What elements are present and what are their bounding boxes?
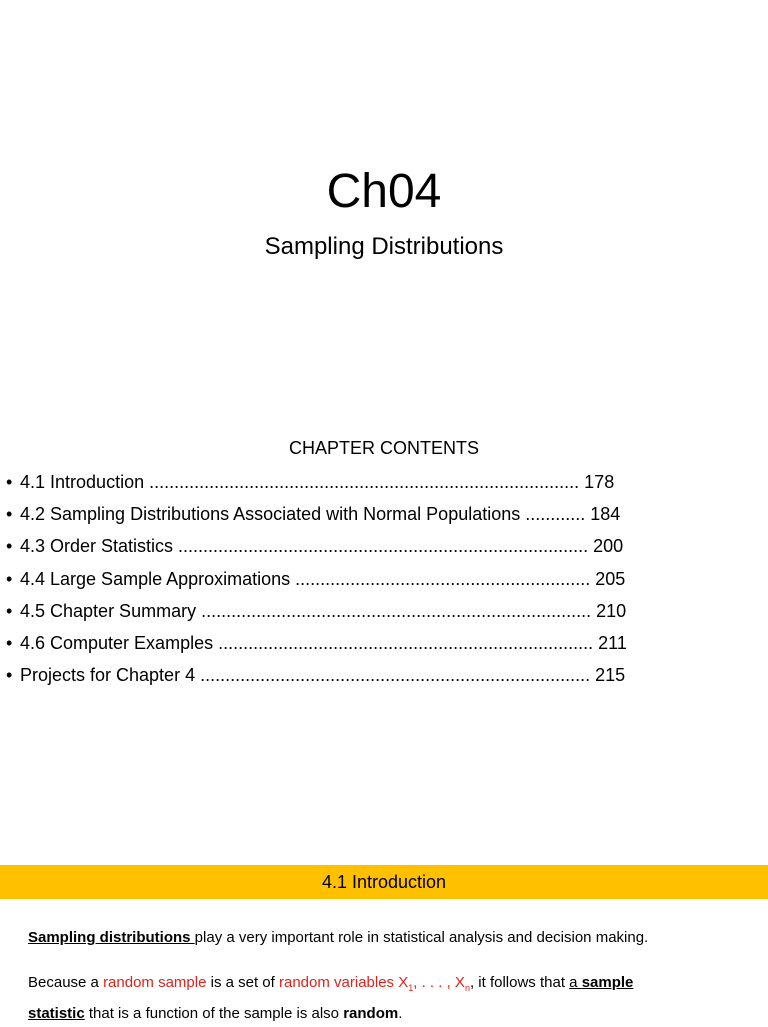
term-sample: sample [581,974,634,991]
bullet-icon: • [6,665,13,686]
section-banner [0,865,768,899]
intro-paragraph-1 [28,925,758,951]
paragraph-text: that is a function of the sample is also [84,1005,344,1022]
bullet-icon: • [6,600,13,621]
intro-paragraph-2 [28,970,758,1027]
toc-item [6,563,627,595]
bullet-icon: • [6,472,13,492]
bullet-icon: • [6,504,13,525]
toc-item-text: 4.6 Computer Examples ........................................................................... 211 [20,632,627,653]
table-of-contents [6,466,627,691]
toc-item [6,627,627,659]
underlined-phrase-a: a [569,974,582,991]
paragraph-text: play a very important role in statistical analysis and decision making. [194,929,649,946]
paragraph-text: is a set of [206,974,279,991]
toc-item-text: 4.5 Chapter Summary .............................................................................. 210 [20,600,627,621]
term-random-sample: random sample [103,974,207,991]
term-random-variables-cont: , . . . , X [413,974,465,991]
toc-item-text: Projects for Chapter 4 .............................................................................. 215 [20,665,626,686]
contents-heading: CHAPTER CONTENTS [288,438,479,458]
toc-item-text: 4.3 Order Statistics .................................................................................. 200 [20,536,624,557]
toc-item [6,466,627,498]
paragraph-text: Because a [28,974,104,991]
bullet-icon: • [6,568,13,589]
paragraph-text: , it follows that [469,974,570,991]
toc-item [6,595,627,627]
toc-item-text: 4.1 Introduction ...................................................................................... 178 [20,472,615,492]
toc-item-text: 4.2 Sampling Distributions Associated with Normal Populations ............ 184 [20,504,621,525]
chapter-subtitle: Sampling Distributions [264,233,504,260]
paragraph-text: . [398,1005,403,1022]
chapter-title: Ch04 [326,165,442,218]
term-random-variables: random variables X [279,974,409,991]
toc-item [6,659,627,691]
subscript-1: 1 [408,983,414,993]
term-sampling-distributions: Sampling distributions [28,929,195,946]
subscript-n: n [464,983,470,993]
toc-item [6,530,627,562]
term-statistic: statistic [28,1005,85,1022]
toc-item-text: 4.4 Large Sample Approximations ........................................................... 205 [20,568,626,589]
section-banner-title: 4.1 Introduction [321,872,447,892]
bullet-icon: • [6,632,13,653]
term-random: random [343,1005,399,1022]
toc-item [6,498,627,530]
bullet-icon: • [6,536,13,557]
